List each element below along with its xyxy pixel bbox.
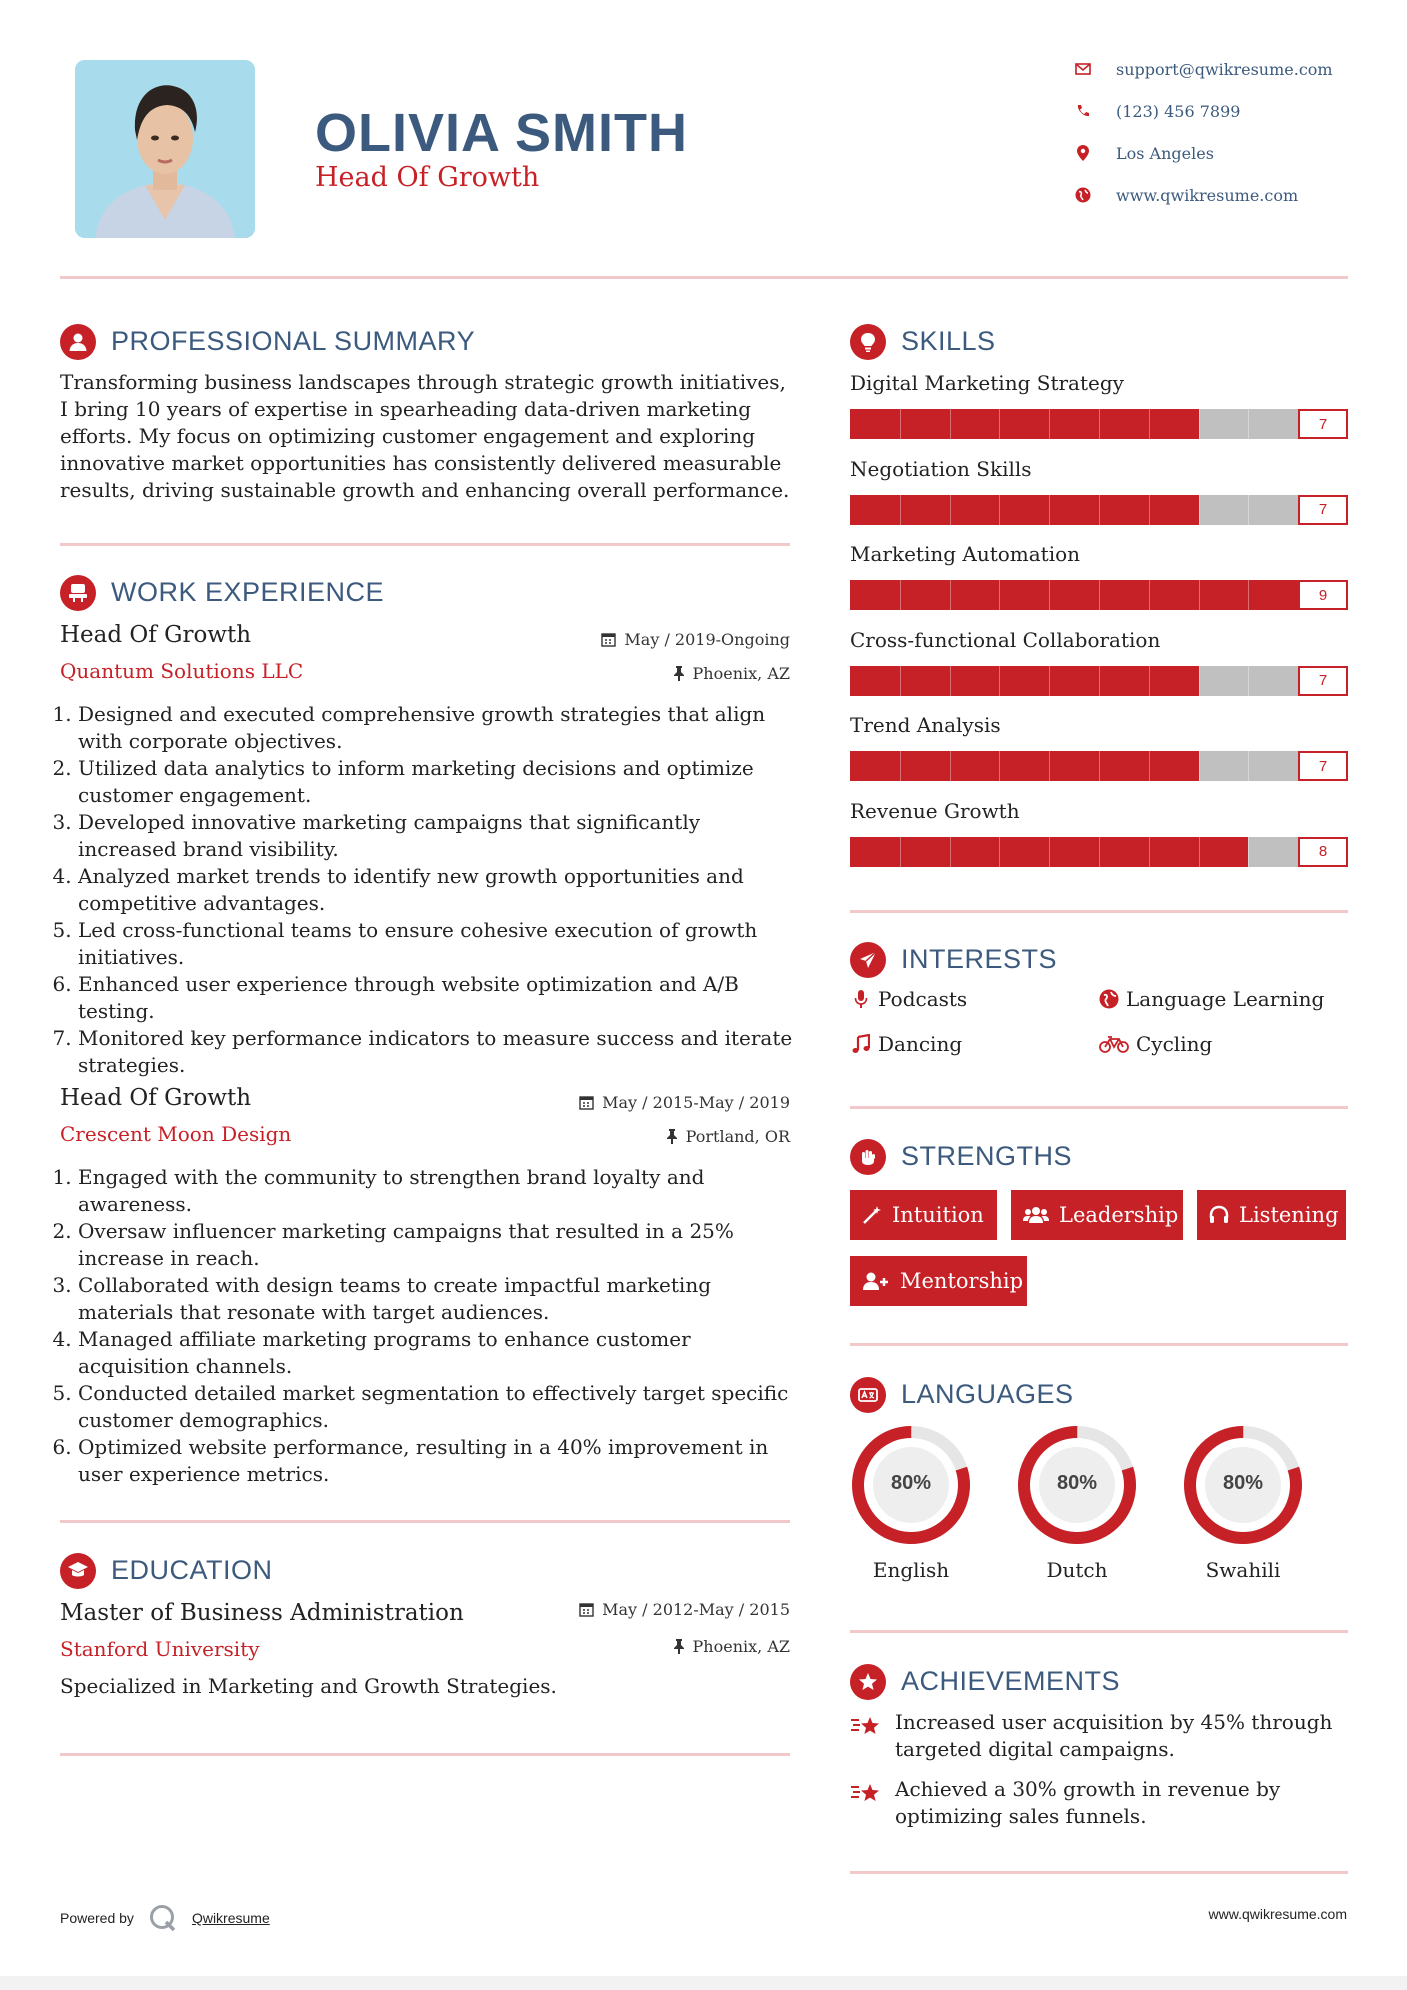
- skill-bar-divider: [1149, 751, 1150, 781]
- skill-name: Marketing Automation: [850, 542, 1081, 566]
- achievements-divider: [850, 1871, 1348, 1874]
- languages-divider: [850, 1630, 1348, 1633]
- skill-bar-divider: [1149, 666, 1150, 696]
- skill-bar-divider: [999, 837, 1000, 867]
- education-location: Phoenix, AZ: [490, 1637, 790, 1656]
- skill-bar-divider: [1248, 666, 1249, 696]
- duty-item: 7. Monitored key performance indicators to measure success and iterate strategies.: [78, 1025, 800, 1079]
- skill-bar-divider: [1099, 495, 1100, 525]
- shooting-star-icon: [850, 1714, 884, 1744]
- skill-bar-divider: [900, 495, 901, 525]
- bicycle-icon: [1098, 1035, 1130, 1053]
- user-icon: [60, 324, 96, 360]
- skill-bar-divider: [1199, 409, 1200, 439]
- skill-bar-divider: [1049, 837, 1050, 867]
- skill-bar-fill: [850, 666, 1199, 696]
- duty-item: 4. Analyzed market trends to identify new growth opportunities and competitive advantages.: [78, 863, 800, 917]
- strength-mentorship: Mentorship: [850, 1256, 1027, 1306]
- skill-bar-divider: [1199, 837, 1200, 867]
- contact-email[interactable]: support@qwikresume.com: [1072, 56, 1372, 82]
- user-plus-icon: [862, 1271, 890, 1291]
- interests-heading: INTERESTS: [901, 944, 1058, 974]
- skills-divider: [850, 910, 1348, 913]
- language-name: English: [872, 1558, 950, 1582]
- duty-item: 2. Oversaw influencer marketing campaigns that resulted in a 25% increase in reach.: [78, 1218, 800, 1272]
- skill-name: Revenue Growth: [850, 798, 1020, 823]
- skill-bar-divider: [1049, 580, 1050, 610]
- skill-bar-divider: [999, 666, 1000, 696]
- skill-bar: [850, 837, 1348, 867]
- lightbulb-icon: [850, 324, 886, 360]
- profile-photo: [75, 60, 255, 238]
- language-percent: 80%: [1056, 1472, 1098, 1494]
- skill-bar-fill: [850, 409, 1199, 439]
- strength-leadership: Leadership: [1011, 1190, 1183, 1240]
- duty-item: 6. Enhanced user experience through website optimization and A/B testing.: [78, 971, 800, 1025]
- job-1-duties: [60, 701, 800, 1079]
- duty-item: 4. Managed affiliate marketing programs to enhance customer acquisition channels.: [78, 1326, 800, 1380]
- skill-bar-fill: [850, 495, 1199, 525]
- skill-bar-divider: [1248, 751, 1249, 781]
- skill-bar-divider: [900, 580, 901, 610]
- skill-bar-divider: [999, 580, 1000, 610]
- skill-bar-divider: [1149, 837, 1150, 867]
- music-note-icon: [850, 1034, 872, 1054]
- interest-dancing: Dancing: [850, 1032, 962, 1056]
- footer-brand-link[interactable]: Qwikresume: [191, 1910, 270, 1926]
- job-1-dates: May / 2019-Ongoing: [490, 630, 790, 649]
- skill-bar-divider: [1099, 837, 1100, 867]
- interest-podcasts: Podcasts: [850, 987, 967, 1011]
- skill-bar-divider: [1049, 409, 1050, 439]
- skills-heading: SKILLS: [901, 326, 996, 356]
- skill-bar-divider: [1248, 580, 1249, 610]
- contact-location: Los Angeles: [1072, 140, 1372, 166]
- education-dates: May / 2012-May / 2015: [490, 1600, 790, 1619]
- skill-bar-divider: [1049, 751, 1050, 781]
- job-2-company: Crescent Moon Design: [60, 1122, 292, 1146]
- paper-plane-icon: [850, 942, 886, 978]
- page-bottom-edge: [0, 1976, 1407, 1990]
- skill-bar: [850, 580, 1348, 610]
- skill-score: 9: [1298, 580, 1348, 610]
- experience-divider: [60, 1520, 790, 1523]
- calendar-icon: [579, 1602, 594, 1617]
- skill-bar-divider: [950, 409, 951, 439]
- skill-bar-divider: [999, 409, 1000, 439]
- duty-item: 5. Conducted detailed market segmentation to effectively target specific customer demographics.: [78, 1380, 800, 1434]
- skill-score: 7: [1298, 751, 1348, 781]
- skill-bar-fill: [850, 751, 1199, 781]
- skill-bar-divider: [1149, 580, 1150, 610]
- job-2-title: Head Of Growth: [60, 1085, 252, 1111]
- star-badge-icon: [850, 1664, 886, 1700]
- phone-icon: [1072, 100, 1094, 122]
- microphone-icon: [850, 989, 872, 1009]
- skill-name: Cross-functional Collaboration: [850, 627, 1161, 652]
- interests-divider: [850, 1106, 1348, 1109]
- duty-item: 6. Optimized website performance, resulting in a 40% improvement in user experience metrics.: [78, 1434, 800, 1488]
- strength-intuition: Intuition: [850, 1190, 997, 1240]
- headphones-icon: [1209, 1205, 1229, 1225]
- shooting-star-icon: [850, 1781, 884, 1811]
- contact-phone[interactable]: (123) 456 7899: [1072, 98, 1372, 124]
- education-degree: Master of Business Administration: [60, 1600, 464, 1626]
- footer-powered: Powered by Qwikresume: [60, 1903, 270, 1933]
- skill-score: 7: [1298, 495, 1348, 525]
- skill-bar-divider: [1099, 751, 1100, 781]
- globe-icon: [1072, 184, 1094, 206]
- experience-heading: WORK EXPERIENCE: [111, 577, 385, 607]
- education-heading: EDUCATION: [111, 1555, 273, 1585]
- duty-item: 3. Collaborated with design teams to create impactful marketing materials that resonate with target audiences.: [78, 1272, 800, 1326]
- education-description: Specialized in Marketing and Growth Strategies.: [60, 1674, 557, 1698]
- skill-bar-divider: [1099, 580, 1100, 610]
- calendar-icon: [579, 1095, 594, 1110]
- briefcase-icon: [60, 575, 96, 611]
- skill-bar-divider: [1248, 495, 1249, 525]
- duty-item: 1. Engaged with the community to strengthen brand loyalty and awareness.: [78, 1164, 800, 1218]
- interest-cycling: Cycling: [1098, 1032, 1212, 1056]
- skill-score: 7: [1298, 409, 1348, 439]
- achievements-heading: ACHIEVEMENTS: [901, 1666, 1121, 1696]
- skill-bar-divider: [999, 495, 1000, 525]
- skill-name: Trend Analysis: [850, 713, 1001, 737]
- pin-icon: [673, 666, 685, 681]
- strengths-divider: [850, 1343, 1348, 1346]
- skill-bar: [850, 666, 1348, 696]
- education-divider: [60, 1753, 790, 1756]
- skill-bar-divider: [1049, 666, 1050, 696]
- pin-icon: [673, 1639, 685, 1654]
- header-divider: [60, 276, 1348, 279]
- skill-bar: [850, 495, 1348, 525]
- skill-bar-divider: [1099, 666, 1100, 696]
- envelope-icon: [1072, 58, 1094, 80]
- skill-bar-divider: [1149, 409, 1150, 439]
- skill-bar-divider: [950, 837, 951, 867]
- language-percent: 80%: [890, 1472, 932, 1494]
- summary-divider: [60, 543, 790, 546]
- calendar-icon: [601, 632, 616, 647]
- skill-bar-divider: [900, 409, 901, 439]
- languages-heading: LANGUAGES: [901, 1379, 1074, 1409]
- skill-bar: [850, 409, 1348, 439]
- globe-icon: [1098, 989, 1120, 1009]
- achievement-2: Achieved a 30% growth in revenue by optimizing sales funnels.: [895, 1777, 1281, 1828]
- skill-bar-divider: [1149, 495, 1150, 525]
- qwikresume-logo-icon: [148, 1903, 178, 1933]
- skill-bar-divider: [950, 495, 951, 525]
- skill-name: Negotiation Skills: [850, 456, 1032, 481]
- skill-bar-divider: [999, 751, 1000, 781]
- skill-bar-divider: [1199, 495, 1200, 525]
- skill-bar-divider: [900, 751, 901, 781]
- skill-bar-divider: [950, 580, 951, 610]
- job-2-duties: [60, 1164, 800, 1488]
- job-1-company: Quantum Solutions LLC: [60, 659, 304, 683]
- skill-score: 8: [1298, 837, 1348, 867]
- candidate-name: OLIVIA SMITH: [315, 103, 688, 163]
- pin-icon: [666, 1129, 678, 1144]
- duty-item: 3. Developed innovative marketing campaigns that significantly increased brand visibility.: [78, 809, 800, 863]
- job-1-location: Phoenix, AZ: [490, 664, 790, 683]
- candidate-title: Head Of Growth: [315, 162, 540, 193]
- language-name: Swahili: [1205, 1558, 1281, 1582]
- users-icon: [1023, 1205, 1049, 1225]
- skill-bar-divider: [1199, 666, 1200, 696]
- graduation-icon: [60, 1553, 96, 1589]
- skill-score: 7: [1298, 666, 1348, 696]
- language-name: Dutch: [1046, 1558, 1108, 1582]
- skill-bar-divider: [1248, 409, 1249, 439]
- skill-name: Digital Marketing Strategy: [850, 371, 1124, 395]
- job-2-location: Portland, OR: [490, 1127, 790, 1146]
- achievement-1: Increased user acquisition by 45% through targeted digital campaigns.: [895, 1710, 1333, 1761]
- fist-icon: [850, 1139, 886, 1175]
- duty-item: 2. Utilized data analytics to inform marketing decisions and optimize customer engagement.: [78, 755, 800, 809]
- footer-website[interactable]: www.qwikresume.com: [1208, 1906, 1347, 1922]
- skill-bar-divider: [1199, 751, 1200, 781]
- language-percent: 80%: [1222, 1472, 1264, 1494]
- skill-bar-fill: [850, 580, 1298, 610]
- duty-item: 1. Designed and executed comprehensive growth strategies that align with corporate objectives.: [78, 701, 800, 755]
- strengths-heading: STRENGTHS: [901, 1141, 1073, 1171]
- skill-bar-divider: [1049, 495, 1050, 525]
- summary-heading: PROFESSIONAL SUMMARY: [111, 326, 476, 356]
- skill-bar-divider: [1248, 837, 1249, 867]
- magic-wand-icon: [862, 1205, 882, 1225]
- map-pin-icon: [1072, 142, 1094, 164]
- skill-bar-divider: [950, 666, 951, 696]
- skill-bar-divider: [900, 837, 901, 867]
- interest-language-learning: Language Learning: [1098, 987, 1324, 1011]
- job-1-title: Head Of Growth: [60, 622, 252, 648]
- skill-bar-divider: [900, 666, 901, 696]
- contact-website[interactable]: www.qwikresume.com: [1072, 182, 1372, 208]
- strength-listening: Listening: [1197, 1190, 1346, 1240]
- job-2-dates: May / 2015-May / 2019: [490, 1093, 790, 1112]
- summary-text: Transforming business landscapes through strategic growth initiatives, I bring 10 years of expertise in spearheading data-driven marketing efforts. My focus on optimizing customer engagement and exploring innovative market opportunities has consistently delivered measurable results, driving sustainable growth and enhancing overall performance.: [60, 370, 790, 502]
- duty-item: 5. Led cross-functional teams to ensure cohesive execution of growth initiatives.: [78, 917, 800, 971]
- language-icon: [850, 1377, 886, 1413]
- skill-bar: [850, 751, 1348, 781]
- skill-bar-divider: [1099, 409, 1100, 439]
- skill-bar-divider: [1199, 580, 1200, 610]
- skill-bar-divider: [950, 751, 951, 781]
- education-school: Stanford University: [60, 1637, 260, 1661]
